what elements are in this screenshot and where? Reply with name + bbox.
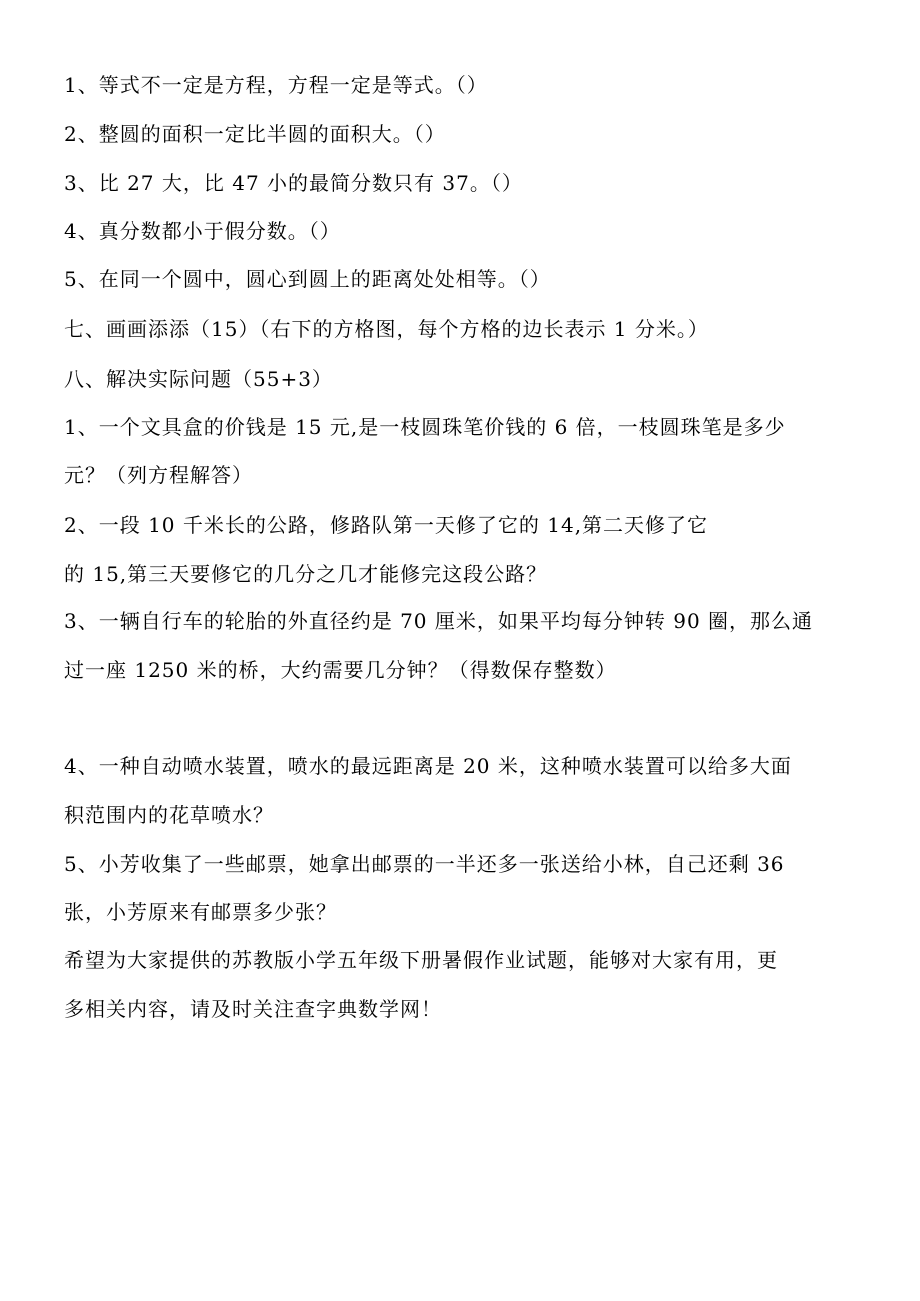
section-7-heading: 七、画画添添（15）（右下的方格图，每个方格的边长表示 1 分米。）	[64, 317, 709, 341]
closing-line-1: 希望为大家提供的苏教版小学五年级下册暑假作业试题，能够对大家有用，更	[64, 948, 778, 972]
problem-2-line-1: 2、一段 10 千米长的公路，修路队第一天修了它的 14,第二天修了它	[64, 513, 709, 537]
problem-2-line-2: 的 15,第三天要修它的几分之几才能修完这段公路？	[64, 562, 548, 586]
judgement-item-5: 5、在同一个圆中，圆心到圆上的距离处处相等。（）	[64, 267, 551, 291]
problem-5-line-1: 5、小芳收集了一些邮票，她拿出邮票的一半还多一张送给小林，自己还剩 36	[64, 852, 785, 876]
section-8-heading: 八、解决实际问题（55+3）	[64, 367, 333, 391]
problem-4-line-2: 积范围内的花草喷水？	[64, 803, 274, 827]
problem-5-line-2: 张，小芳原来有邮票多少张？	[64, 900, 337, 924]
problem-3-line-2: 过一座 1250 米的桥，大约需要几分钟？（得数保存整数）	[64, 658, 617, 682]
judgement-item-3: 3、比 27 大，比 47 小的最简分数只有 37。（）	[64, 171, 523, 195]
closing-line-2: 多相关内容，请及时关注查字典数学网！	[64, 997, 442, 1021]
problem-4-line-1: 4、一种自动喷水装置，喷水的最远距离是 20 米，这种喷水装置可以给多大面	[64, 754, 792, 778]
problem-1-line-2: 元？（列方程解答）	[64, 463, 253, 487]
problem-3-line-1: 3、一辆自行车的轮胎的外直径约是 70 厘米，如果平均每分钟转 90 圈，那么通	[64, 609, 814, 633]
judgement-item-2: 2、整圆的面积一定比半圆的面积大。（）	[64, 122, 446, 146]
judgement-item-4: 4、真分数都小于假分数。（）	[64, 219, 341, 243]
judgement-item-1: 1、等式不一定是方程，方程一定是等式。（）	[64, 73, 488, 97]
problem-1-line-1: 1、一个文具盒的价钱是 15 元,是一枝圆珠笔价钱的 6 倍，一枝圆珠笔是多少	[64, 415, 786, 439]
